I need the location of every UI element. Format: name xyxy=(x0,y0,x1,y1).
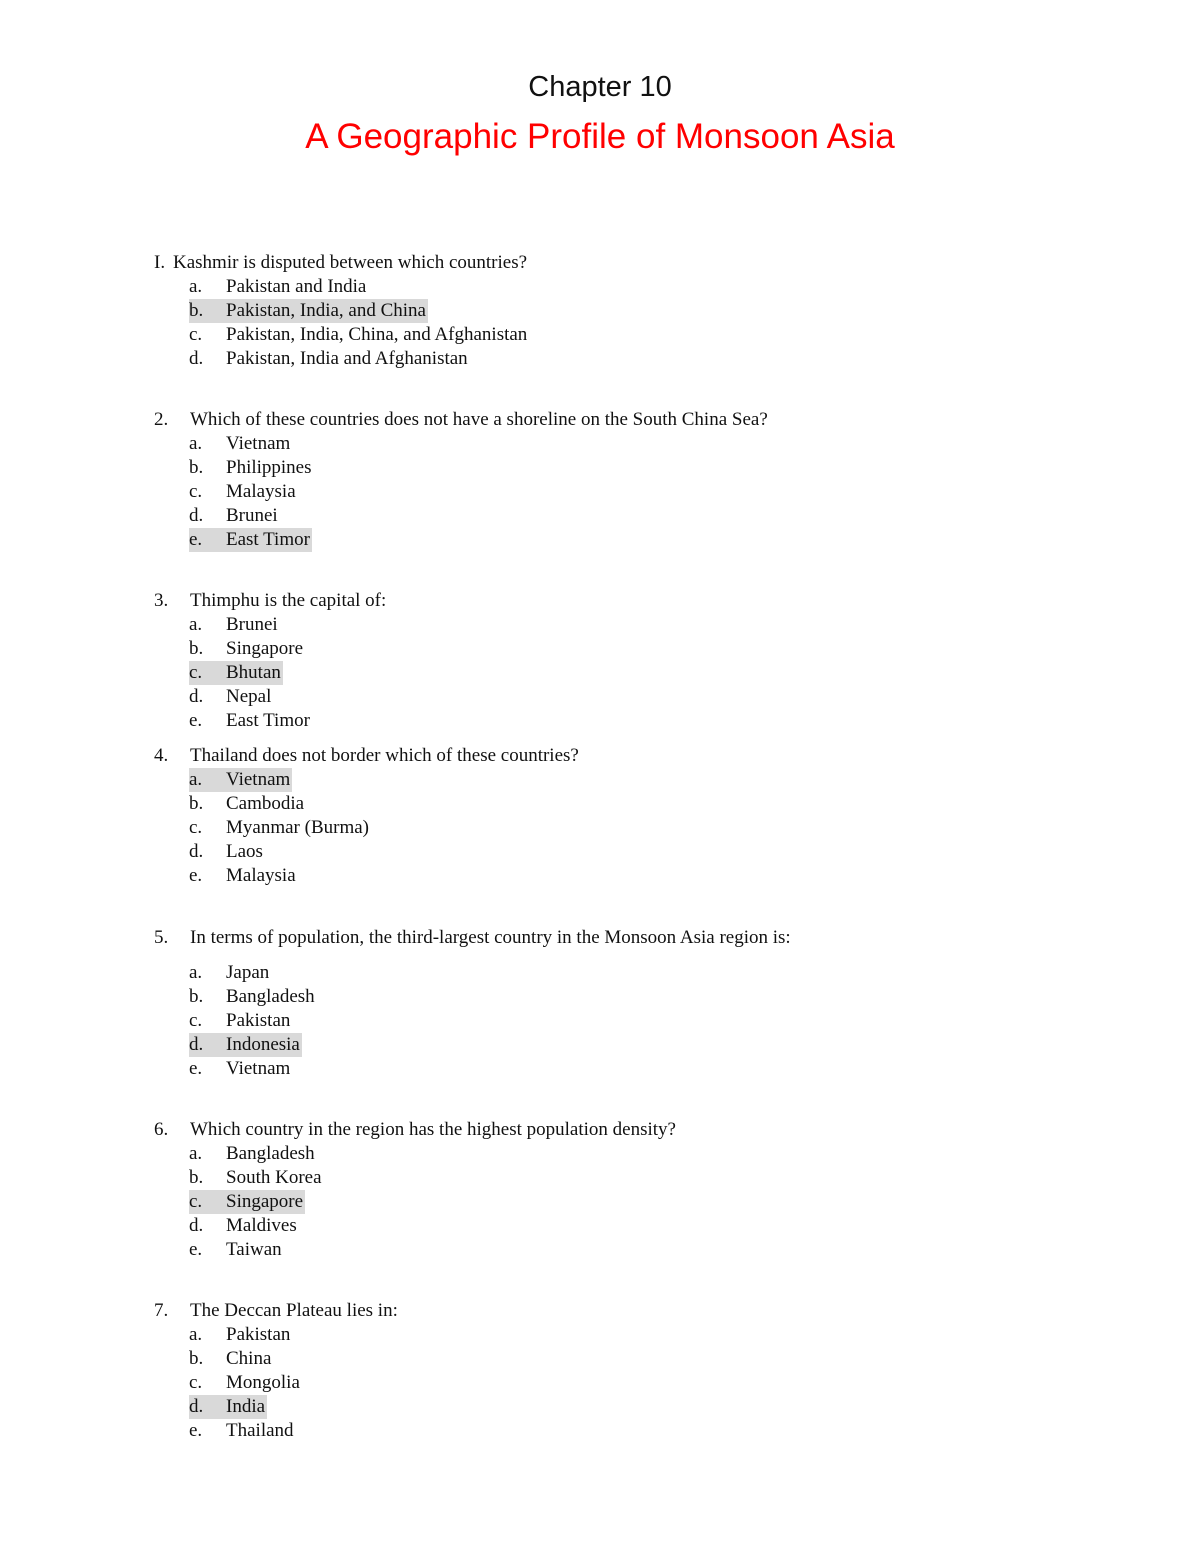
option-highlight xyxy=(189,816,371,840)
option-highlight xyxy=(189,1323,292,1347)
option-highlight xyxy=(189,1142,317,1166)
option-highlight xyxy=(189,613,280,637)
question-2-option-c[interactable] xyxy=(189,480,298,504)
question-5-option-e[interactable] xyxy=(189,1057,292,1081)
option-highlight xyxy=(189,1057,292,1081)
option-text: Thailand xyxy=(226,1420,294,1441)
option-text: Cambodia xyxy=(226,793,305,814)
option-highlight xyxy=(189,1009,292,1033)
option-highlight xyxy=(189,792,306,816)
option-text: Malaysia xyxy=(226,481,296,502)
question-1-option-a[interactable] xyxy=(189,275,368,299)
option-letter: c. xyxy=(189,1372,203,1393)
option-highlight xyxy=(189,768,292,792)
question-7-option-d[interactable] xyxy=(189,1395,267,1419)
option-letter: d. xyxy=(189,1215,204,1236)
option-letter: e. xyxy=(189,865,203,886)
question-3-option-d[interactable] xyxy=(189,685,273,709)
question-5-number: 5. xyxy=(154,927,169,948)
option-letter: d. xyxy=(189,505,204,526)
option-letter: a. xyxy=(189,1324,203,1345)
option-text: Singapore xyxy=(226,1191,304,1212)
option-letter: c. xyxy=(189,481,203,502)
option-text: Brunei xyxy=(226,505,278,526)
question-7-number: 7. xyxy=(154,1300,169,1321)
option-text: Mongolia xyxy=(226,1372,300,1393)
option-text: Pakistan xyxy=(226,1010,291,1031)
option-text: South Korea xyxy=(226,1167,322,1188)
question-2-option-e[interactable] xyxy=(189,528,312,552)
option-highlight xyxy=(189,347,470,371)
option-highlight xyxy=(189,685,273,709)
question-1-option-b[interactable] xyxy=(189,299,428,323)
option-text: East Timor xyxy=(226,529,310,550)
question-7-text: The Deccan Plateau lies in: xyxy=(190,1300,398,1321)
question-6-number: 6. xyxy=(154,1119,169,1140)
question-3-option-b[interactable] xyxy=(189,637,305,661)
option-text: Vietnam xyxy=(226,433,291,454)
option-text: Singapore xyxy=(226,638,304,659)
option-letter: b. xyxy=(189,986,204,1007)
question-3-text: Thimphu is the capital of: xyxy=(190,590,387,611)
option-letter: d. xyxy=(189,841,204,862)
question-7-option-a[interactable] xyxy=(189,1323,292,1347)
question-4-text: Thailand does not border which of these countries? xyxy=(190,745,579,766)
option-letter: c. xyxy=(189,1010,203,1031)
option-highlight xyxy=(189,1347,273,1371)
question-1-number: I. xyxy=(154,252,166,273)
option-letter: b. xyxy=(189,638,204,659)
question-6-option-a[interactable] xyxy=(189,1142,317,1166)
option-highlight xyxy=(189,840,265,864)
option-letter: d. xyxy=(189,1034,204,1055)
option-letter: c. xyxy=(189,324,203,345)
option-letter: a. xyxy=(189,433,203,454)
chapter-heading: Chapter 10 xyxy=(528,71,672,103)
option-highlight xyxy=(189,1419,296,1443)
question-4-option-c[interactable] xyxy=(189,816,371,840)
option-highlight xyxy=(189,456,314,480)
option-text: Vietnam xyxy=(226,1058,291,1079)
question-2-number: 2. xyxy=(154,409,169,430)
option-text: Pakistan and India xyxy=(226,276,367,297)
option-text: Myanmar (Burma) xyxy=(226,817,369,838)
option-letter: d. xyxy=(189,686,204,707)
question-4-option-a[interactable] xyxy=(189,768,292,792)
option-text: Bhutan xyxy=(226,662,281,683)
question-5-option-d[interactable] xyxy=(189,1033,302,1057)
question-3-option-c[interactable] xyxy=(189,661,283,685)
option-highlight xyxy=(189,709,312,733)
option-letter: a. xyxy=(189,962,203,983)
option-highlight xyxy=(189,299,428,323)
option-highlight xyxy=(189,432,292,456)
question-4-option-d[interactable] xyxy=(189,840,265,864)
option-text: Maldives xyxy=(226,1215,297,1236)
option-text: Nepal xyxy=(226,686,272,707)
option-text: Philippines xyxy=(226,457,312,478)
option-letter: a. xyxy=(189,1143,203,1164)
question-6-option-d[interactable] xyxy=(189,1214,299,1238)
question-1-option-d[interactable] xyxy=(189,347,470,371)
question-7-option-b[interactable] xyxy=(189,1347,273,1371)
option-highlight xyxy=(189,1166,324,1190)
option-text: Bangladesh xyxy=(226,1143,315,1164)
question-2-text: Which of these countries does not have a shoreline on the South China Sea? xyxy=(190,409,768,430)
option-highlight xyxy=(189,323,529,347)
option-highlight xyxy=(189,1214,299,1238)
option-text: Pakistan xyxy=(226,1324,291,1345)
option-letter: d. xyxy=(189,1396,204,1417)
question-7-option-e[interactable] xyxy=(189,1419,296,1443)
option-highlight xyxy=(189,637,305,661)
option-letter: b. xyxy=(189,457,204,478)
option-text: Japan xyxy=(226,962,270,983)
option-text: Pakistan, India and Afghanistan xyxy=(226,348,468,369)
option-text: Bangladesh xyxy=(226,986,315,1007)
option-letter: a. xyxy=(189,769,203,790)
option-letter: e. xyxy=(189,1058,203,1079)
option-text: Vietnam xyxy=(226,769,291,790)
option-highlight xyxy=(189,504,280,528)
question-5-option-c[interactable] xyxy=(189,1009,292,1033)
option-highlight xyxy=(189,985,317,1009)
option-letter: d. xyxy=(189,348,204,369)
option-letter: c. xyxy=(189,817,203,838)
option-highlight xyxy=(189,961,271,985)
question-5-text: In terms of population, the third-largest country in the Monsoon Asia region is: xyxy=(190,927,791,948)
question-4-option-e[interactable] xyxy=(189,864,298,888)
option-letter: a. xyxy=(189,614,203,635)
option-highlight xyxy=(189,275,368,299)
option-text: India xyxy=(226,1396,266,1417)
option-letter: c. xyxy=(189,1191,203,1212)
option-highlight xyxy=(189,1395,267,1419)
question-5-option-a[interactable] xyxy=(189,961,271,985)
option-letter: e. xyxy=(189,1420,203,1441)
option-letter: b. xyxy=(189,300,204,321)
question-3-option-a[interactable] xyxy=(189,613,280,637)
option-text: Indonesia xyxy=(226,1034,300,1055)
question-2-option-b[interactable] xyxy=(189,456,314,480)
option-highlight xyxy=(189,480,298,504)
option-text: Pakistan, India, China, and Afghanistan xyxy=(226,324,528,345)
question-7-option-c[interactable] xyxy=(189,1371,302,1395)
option-text: Laos xyxy=(226,841,263,862)
option-highlight xyxy=(189,1033,302,1057)
option-letter: c. xyxy=(189,662,203,683)
question-3-option-e[interactable] xyxy=(189,709,312,733)
question-4-number: 4. xyxy=(154,745,169,766)
option-letter: b. xyxy=(189,1167,204,1188)
option-highlight xyxy=(189,1238,284,1262)
option-letter: b. xyxy=(189,1348,204,1369)
question-1-option-c[interactable] xyxy=(189,323,529,347)
option-text: Taiwan xyxy=(226,1239,282,1260)
option-highlight xyxy=(189,528,312,552)
option-letter: b. xyxy=(189,793,204,814)
option-text: East Timor xyxy=(226,710,310,731)
option-highlight xyxy=(189,1371,302,1395)
question-4-option-b[interactable] xyxy=(189,792,306,816)
option-text: China xyxy=(226,1348,272,1369)
question-6-option-c[interactable] xyxy=(189,1190,305,1214)
option-highlight xyxy=(189,864,298,888)
question-6-option-e[interactable] xyxy=(189,1238,284,1262)
option-text: Brunei xyxy=(226,614,278,635)
question-2-option-d[interactable] xyxy=(189,504,280,528)
option-letter: e. xyxy=(189,529,203,550)
option-letter: e. xyxy=(189,1239,203,1260)
document-title: A Geographic Profile of Monsoon Asia xyxy=(305,117,895,156)
question-5-option-b[interactable] xyxy=(189,985,317,1009)
question-1-text: Kashmir is disputed between which countries? xyxy=(173,252,528,273)
question-3-number: 3. xyxy=(154,590,169,611)
option-highlight xyxy=(189,1190,305,1214)
option-text: Pakistan, India, and China xyxy=(226,300,426,321)
option-letter: a. xyxy=(189,276,203,297)
option-letter: e. xyxy=(189,710,203,731)
question-6-option-b[interactable] xyxy=(189,1166,324,1190)
option-highlight xyxy=(189,661,283,685)
option-text: Malaysia xyxy=(226,865,296,886)
question-6-text: Which country in the region has the highest population density? xyxy=(190,1119,676,1140)
question-2-option-a[interactable] xyxy=(189,432,292,456)
